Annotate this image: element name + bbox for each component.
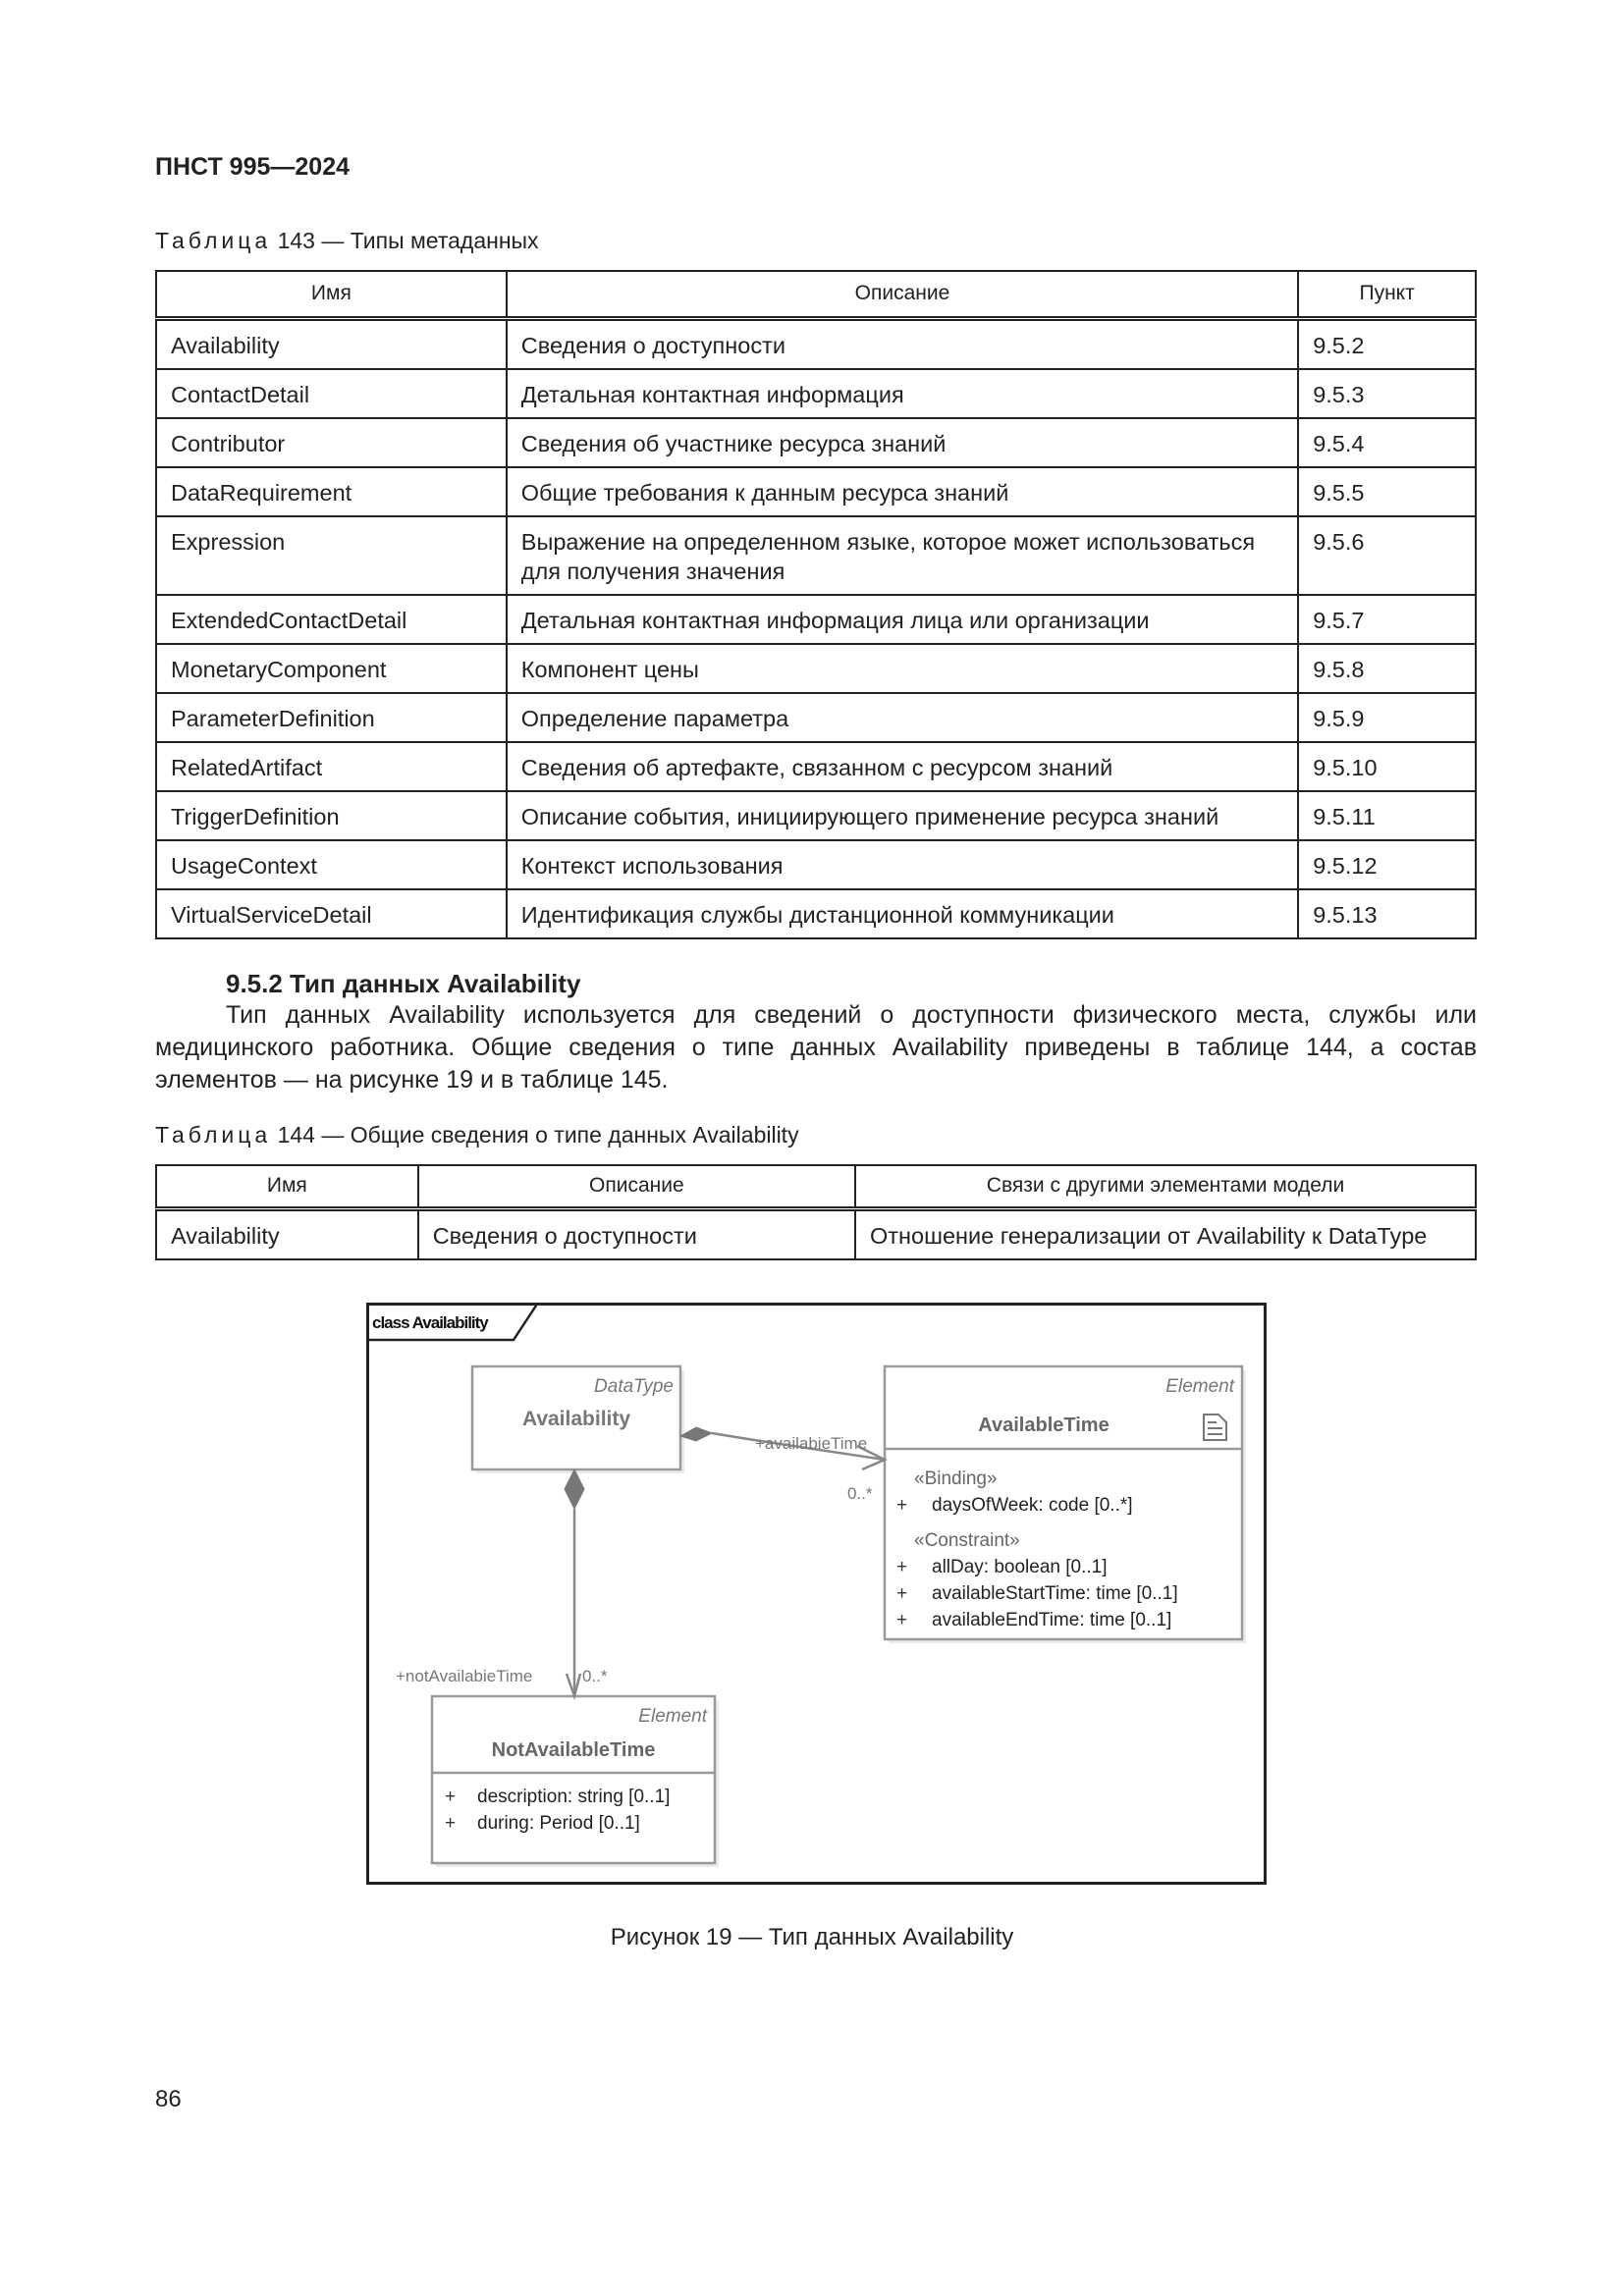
cell-description: Контекст использования	[507, 840, 1298, 889]
binding-stereotype: «Binding»	[914, 1468, 998, 1489]
section-heading: 9.5.2 Тип данных Availability	[226, 969, 581, 998]
cell-name: ContactDetail	[156, 369, 507, 418]
table-row	[156, 595, 1476, 644]
attr-during: during: Period [0..1]	[477, 1813, 640, 1834]
cell-clause: 9.5.13	[1298, 889, 1476, 938]
table-row	[156, 644, 1476, 693]
note-icon	[1204, 1415, 1226, 1440]
column-header-name: Имя	[156, 1165, 418, 1208]
cell-description: Детальная контактная информация	[507, 369, 1298, 418]
table-row	[156, 369, 1476, 418]
uml-class-diagram	[366, 1303, 1267, 1886]
table-row	[156, 840, 1476, 889]
cell-description: Описание события, инициирующего применение ресурса знаний	[507, 791, 1298, 840]
table-row	[156, 516, 1476, 595]
table-row	[156, 1208, 1476, 1259]
cell-clause: 9.5.11	[1298, 791, 1476, 840]
cell-description: Идентификация службы дистанционной коммуникации	[507, 889, 1298, 938]
cell-description: Сведения о доступности	[418, 1208, 855, 1259]
cell-clause: 9.5.7	[1298, 595, 1476, 644]
class-name: Availability	[521, 1408, 631, 1430]
availability-general-table	[155, 1164, 1477, 1260]
table-row	[156, 889, 1476, 938]
cell-name: Availability	[156, 1208, 418, 1259]
constraint-stereotype: «Constraint»	[914, 1530, 1020, 1551]
column-header-description: Описание	[418, 1165, 855, 1208]
cell-description: Компонент цены	[507, 644, 1298, 693]
cell-name: TriggerDefinition	[156, 791, 507, 840]
cell-description: Общие требования к данным ресурса знаний	[507, 467, 1298, 516]
table-row	[156, 791, 1476, 840]
attr-description: description: string [0..1]	[477, 1787, 671, 1807]
cell-clause: 9.5.2	[1298, 318, 1476, 369]
stereotype-label: Element	[638, 1706, 707, 1727]
cell-name: ParameterDefinition	[156, 693, 507, 742]
caption-text: 143 — Типы метаданных	[277, 228, 539, 253]
table-row	[156, 742, 1476, 791]
cell-description: Детальная контактная информация лица или организации	[507, 595, 1298, 644]
caption-label: Таблица	[155, 1122, 272, 1148]
multiplicity-label: 0..*	[582, 1667, 608, 1685]
column-header-description: Описание	[507, 271, 1298, 318]
table-row	[156, 693, 1476, 742]
cell-clause: 9.5.6	[1298, 516, 1476, 595]
class-not-available-time	[432, 1696, 719, 1867]
table-row	[156, 418, 1476, 467]
paragraph-text: Тип данных Availability используется для сведений о доступности физического места, службы или медицинского работника. Общие сведения о типе данных Availability приведены в таблице 144, а состав элементов — на рисунке 19 и в таблице 145.	[155, 1001, 1477, 1094]
class-available-time	[885, 1366, 1246, 1643]
table-row	[156, 467, 1476, 516]
section-paragraph	[155, 999, 1477, 1096]
cell-clause: 9.5.5	[1298, 467, 1476, 516]
table-row	[156, 318, 1476, 369]
cell-clause: 9.5.4	[1298, 418, 1476, 467]
cell-name: VirtualServiceDetail	[156, 889, 507, 938]
attr-visibility: +	[896, 1583, 908, 1604]
cell-name: RelatedArtifact	[156, 742, 507, 791]
column-header-clause: Пункт	[1298, 271, 1476, 318]
cell-name: UsageContext	[156, 840, 507, 889]
cell-name: Contributor	[156, 418, 507, 467]
cell-name: Availability	[156, 318, 507, 369]
cell-description: Определение параметра	[507, 693, 1298, 742]
cell-description: Сведения об участнике ресурса знаний	[507, 418, 1298, 467]
attr-visibility: +	[896, 1610, 908, 1630]
frame-title: class Availability	[372, 1313, 488, 1332]
class-name: NotAvailableTime	[491, 1739, 656, 1761]
figure-caption: Рисунок 19 — Тип данных Availability	[610, 1924, 1014, 1950]
cell-clause: 9.5.10	[1298, 742, 1476, 791]
attr-visibility: +	[445, 1787, 457, 1807]
attr-available-start-time: availableStartTime: time [0..1]	[932, 1583, 1178, 1604]
document-id: ПНСТ 995—2024	[155, 153, 350, 181]
attr-available-end-time: availableEndTime: time [0..1]	[932, 1610, 1172, 1630]
cell-name: MonetaryComponent	[156, 644, 507, 693]
class-availability	[472, 1366, 684, 1473]
role-label: +availabieTime	[755, 1434, 868, 1453]
multiplicity-label: 0..*	[847, 1484, 873, 1503]
page-number: 86	[155, 2086, 182, 2112]
column-header-relations: Связи с другими элементами модели	[855, 1165, 1476, 1208]
caption-text: 144 — Общие сведения о типе данных Availability	[277, 1122, 799, 1148]
attr-all-day: allDay: boolean [0..1]	[932, 1557, 1108, 1577]
role-label: +notAvailabieTime	[396, 1667, 533, 1685]
caption-label: Таблица	[155, 228, 272, 253]
cell-clause: 9.5.12	[1298, 840, 1476, 889]
cell-name: ExtendedContactDetail	[156, 595, 507, 644]
attr-days-of-week: daysOfWeek: code [0..*]	[932, 1495, 1133, 1516]
cell-clause: 9.5.9	[1298, 693, 1476, 742]
cell-description: Сведения о доступности	[507, 318, 1298, 369]
class-name: AvailableTime	[978, 1415, 1110, 1436]
cell-relations: Отношение генерализации от Availability к DataType	[855, 1208, 1476, 1259]
column-header-name: Имя	[156, 271, 507, 318]
cell-description: Выражение на определенном языке, которое может использоваться для получения значения	[507, 516, 1298, 595]
metadata-types-table	[155, 270, 1477, 939]
attr-visibility: +	[896, 1495, 908, 1516]
stereotype-label: DataType	[594, 1376, 674, 1397]
cell-description: Сведения об артефакте, связанном с ресурсом знаний	[507, 742, 1298, 791]
stereotype-label: Element	[1165, 1376, 1234, 1397]
cell-name: Expression	[156, 516, 507, 595]
cell-clause: 9.5.3	[1298, 369, 1476, 418]
attr-visibility: +	[896, 1557, 908, 1577]
cell-name: DataRequirement	[156, 467, 507, 516]
table-143-caption	[155, 228, 539, 254]
cell-clause: 9.5.8	[1298, 644, 1476, 693]
attr-visibility: +	[445, 1813, 457, 1834]
table-144-caption	[155, 1122, 799, 1148]
